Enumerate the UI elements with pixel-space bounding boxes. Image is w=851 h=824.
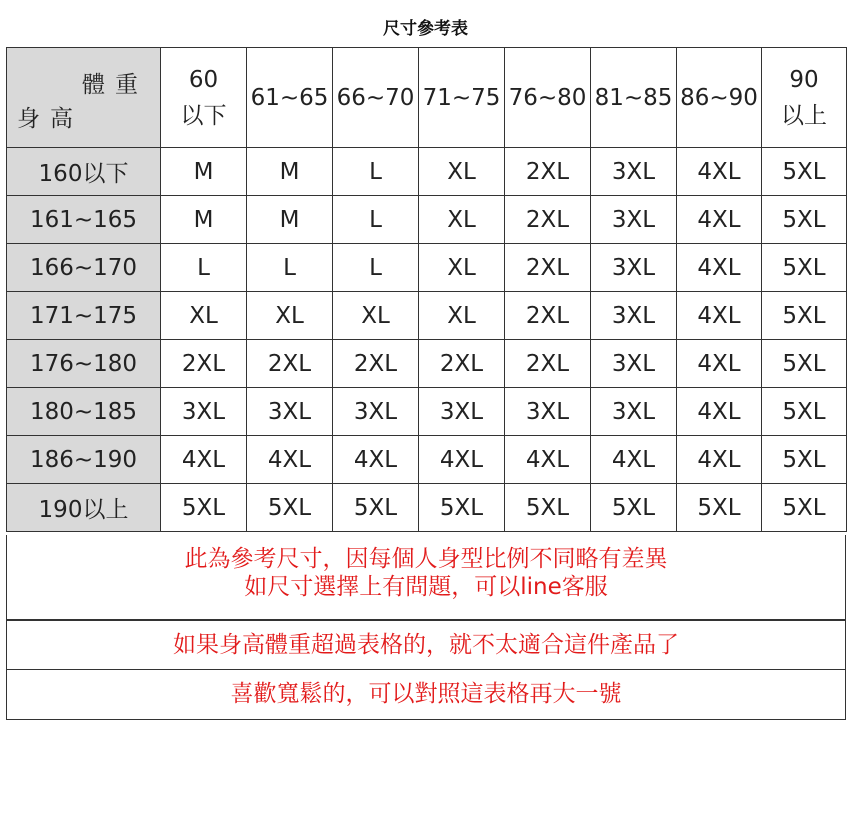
size-chart-table [6,47,847,532]
size-cell: M [247,196,333,244]
weight-header-line1: 90 [789,66,819,93]
height-label-cell: 161~165 [7,196,161,244]
size-cell: XL [419,292,505,340]
size-cell: M [247,148,333,196]
height-label-cell: 160以下 [7,148,161,196]
weight-header-cell: 66~70 [333,48,419,148]
size-cell: 5XL [161,484,247,532]
size-cell: 5XL [505,484,591,532]
size-cell: 3XL [591,292,677,340]
weight-header-cell: 86~90 [677,48,762,148]
height-label-cell: 186~190 [7,436,161,484]
size-cell: 2XL [505,196,591,244]
size-cell: 2XL [333,340,419,388]
weight-header-cell [161,48,247,148]
size-cell: 2XL [505,340,591,388]
page-title: 尺寸參考表 [383,19,468,39]
size-cell: L [247,244,333,292]
size-cell: 3XL [591,196,677,244]
weight-header-cell: 71~75 [419,48,505,148]
size-cell: 5XL [762,340,847,388]
size-cell: 4XL [677,196,762,244]
size-cell: 5XL [591,484,677,532]
size-cell: XL [419,196,505,244]
size-cell: 3XL [247,388,333,436]
size-cell: 5XL [419,484,505,532]
size-cell: L [333,244,419,292]
table-row [7,436,847,484]
size-cell: 4XL [677,148,762,196]
size-cell: L [161,244,247,292]
size-cell: 3XL [505,388,591,436]
note-not-suitable: 如果身高體重超過表格的，就不太適合這件產品了 [6,620,846,670]
note-line-reference: 此為參考尺寸，因每個人身型比例不同略有差異 [184,546,668,572]
note-loose-fit: 喜歡寬鬆的，可以對照這表格再大一號 [6,669,846,720]
weight-header-cell: 76~80 [505,48,591,148]
height-label-cell: 166~170 [7,244,161,292]
table-row [7,340,847,388]
note-size-reference [6,535,846,620]
size-cell: 3XL [591,148,677,196]
weight-header-cell: 81~85 [591,48,677,148]
size-cell: 5XL [762,436,847,484]
table-row [7,196,847,244]
height-label-cell: 180~185 [7,388,161,436]
size-cell: 4XL [505,436,591,484]
size-cell: M [161,148,247,196]
table-row [7,148,847,196]
height-label-cell: 176~180 [7,340,161,388]
size-cell: 4XL [677,292,762,340]
size-cell: 2XL [161,340,247,388]
size-cell: 3XL [591,340,677,388]
size-cell: 5XL [247,484,333,532]
size-cell: L [333,196,419,244]
size-cell: 5XL [762,244,847,292]
size-cell: 4XL [591,436,677,484]
height-axis-label: 身高 [17,106,83,132]
corner-header-cell [7,48,161,148]
weight-header-line1: 60 [188,66,219,93]
note-line-contact: 如尺寸選擇上有問題，可以line客服 [244,574,608,600]
size-cell: 3XL [419,388,505,436]
weight-axis-label: 體重 [82,72,148,98]
size-cell: 5XL [762,388,847,436]
size-cell: 5XL [762,484,847,532]
size-cell: 4XL [247,436,333,484]
size-cell: 4XL [677,436,762,484]
table-row [7,388,847,436]
header-row [7,48,847,148]
size-cell: 5XL [762,292,847,340]
table-row [7,292,847,340]
size-cell: 4XL [333,436,419,484]
size-cell: XL [161,292,247,340]
size-cell: 2XL [505,244,591,292]
size-cell: 4XL [677,244,762,292]
weight-header-line2: 以下 [180,102,227,129]
size-cell: XL [419,244,505,292]
height-label-cell: 171~175 [7,292,161,340]
size-cell: 2XL [419,340,505,388]
size-cell: 3XL [161,388,247,436]
size-cell: 2XL [505,292,591,340]
size-cell: 2XL [505,148,591,196]
size-cell: L [333,148,419,196]
size-cell: XL [333,292,419,340]
size-cell: 4XL [677,388,762,436]
size-cell: 4XL [419,436,505,484]
size-cell: 3XL [333,388,419,436]
table-row [7,484,847,532]
table-row [7,244,847,292]
size-cell: 5XL [762,196,847,244]
size-cell: 3XL [591,388,677,436]
weight-header-cell: 61~65 [247,48,333,148]
size-cell: 2XL [247,340,333,388]
size-cell: M [161,196,247,244]
size-cell: XL [247,292,333,340]
weight-header-cell [762,48,847,148]
size-cell: XL [419,148,505,196]
size-cell: 4XL [677,340,762,388]
size-cell: 5XL [333,484,419,532]
weight-header-line2: 以上 [781,102,827,129]
size-cell: 4XL [161,436,247,484]
size-cell: 5XL [677,484,762,532]
size-cell: 5XL [762,148,847,196]
size-cell: 3XL [591,244,677,292]
height-label-cell: 190以上 [7,484,161,532]
